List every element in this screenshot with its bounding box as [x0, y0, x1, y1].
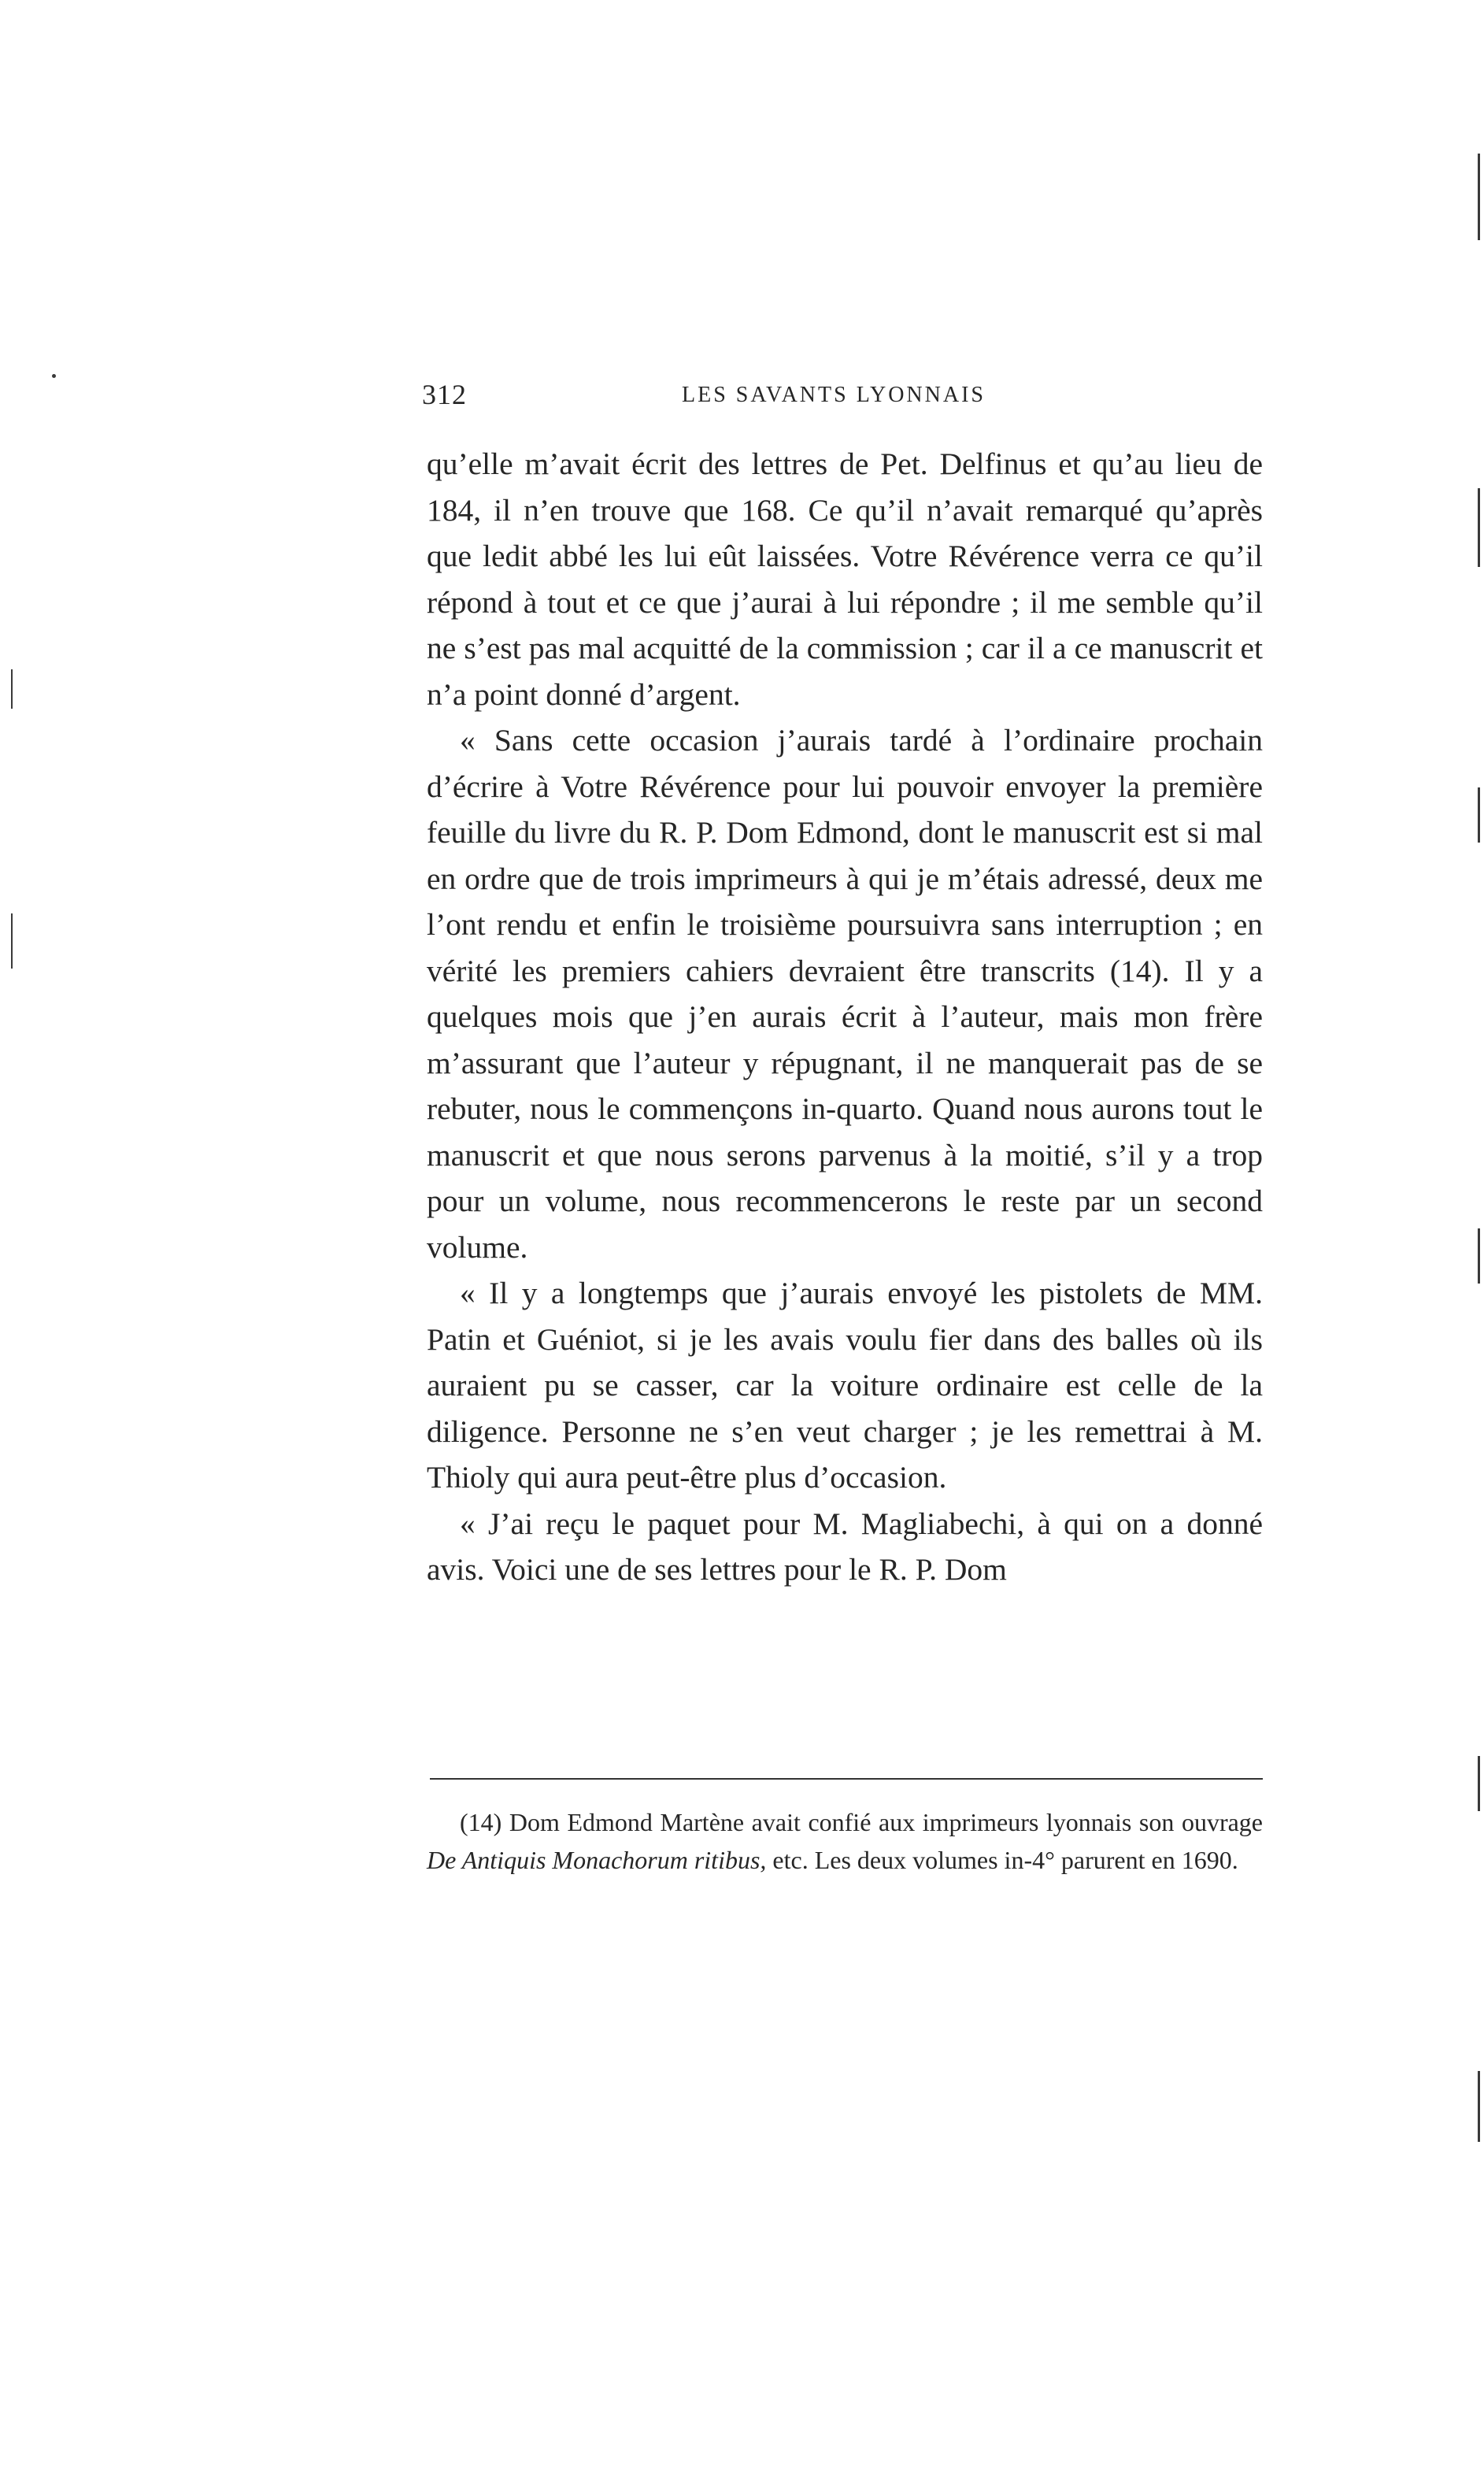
footnote [427, 1803, 1263, 1879]
footnote-work-title: De Antiquis Monachorum ritibus, [427, 1846, 767, 1874]
paragraph-1: qu’elle m’avait écrit des lettres de Pet. Delfinus et qu’au lieu de 184, il n’en trouve que 168. Ce qu’il n’avait remarqué qu’après que ledit abbé les lui eût laissées. Votre Révérence verra ce qu’il répond à tout et ce que j’aurai à lui répondre ; il me semble qu’il ne s’est pas mal acquitté de la commission ; car il a ce manuscrit et n’a point donné d’argent. [427, 446, 1263, 712]
scan-edge-mark [1478, 1756, 1480, 1811]
paragraph-2: « Sans cette occasion j’aurais tardé à l’ordinaire prochain d’écrire à Votre Révérence pour lui pouvoir envoyer la première feuille du livre du R. P. Dom Edmond, dont le manuscrit est si mal en ordre que de trois imprimeurs à qui je m’étais adressé, deux me l’ont rendu et enfin le troisième poursuivra sans interruption ; en vérité les premiers cahiers devraient être transcrits (14). Il y a quelques mois que j’en aurais écrit à l’auteur, mais mon frère m’assurant que l’auteur y répugnant, il ne manquerait pas de se rebuter, nous le commençons in-quarto. Quand nous aurons tout le manuscrit et que nous serons parvenus à la moitié, s’il y a trop pour un volume, nous recommencerons le reste par un second volume. [427, 723, 1263, 1265]
footnote-lead: (14) Dom Edmond Martène avait confié aux imprimeurs lyonnais son ouvrage [460, 1808, 1263, 1836]
page-header [422, 378, 1263, 425]
scan-edge-mark [1478, 154, 1480, 240]
scan-edge-mark [11, 669, 13, 709]
scan-edge-mark [1478, 2071, 1480, 2142]
scan-edge-mark [52, 374, 56, 378]
body-text [427, 441, 1263, 1593]
footnote-rule [430, 1778, 1263, 1780]
paragraph-3: « Il y a longtemps que j’aurais envoyé les pistolets de MM. Patin et Guéniot, si je les avais voulu fier dans des balles où ils auraient pu se casser, car la voiture ordinaire est celle de la diligence. Personne ne s’en veut charger ; je les remettrai à M. Thioly qui aura peut-être plus d’occasion. [427, 1276, 1263, 1495]
page-number: 312 [422, 379, 467, 410]
scan-edge-mark [11, 913, 13, 969]
scan-edge-mark [1478, 787, 1480, 843]
scan-edge-mark [1478, 1228, 1480, 1284]
paragraph-4: « J’ai reçu le paquet pour M. Magliabechi, à qui on a donné avis. Voici une de ses lettres pour le R. P. Dom [427, 1506, 1263, 1587]
scan-edge-mark [1478, 488, 1480, 567]
footnote-tail: etc. Les deux volumes in-4° parurent en 1690. [766, 1846, 1238, 1874]
footnote-14 [427, 1803, 1263, 1879]
running-head: LES SAVANTS LYONNAIS [682, 383, 986, 407]
